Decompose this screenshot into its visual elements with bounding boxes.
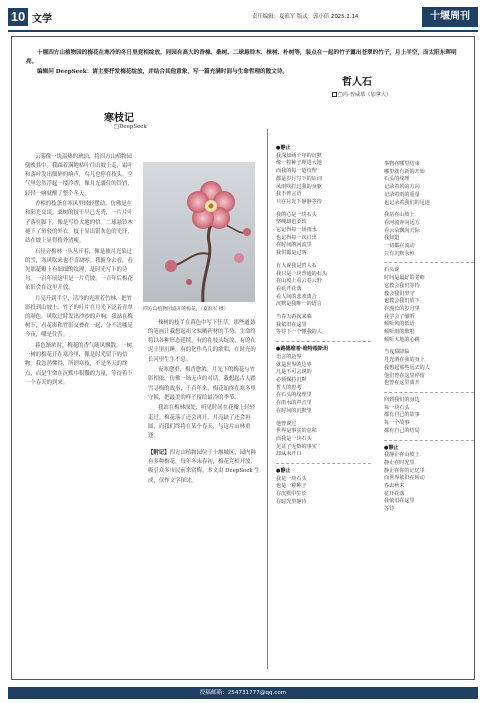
section-separator	[384, 262, 474, 263]
poem-line: 倾听风的低语	[384, 321, 415, 328]
poem-line: 都有自己的结局	[384, 427, 420, 434]
poem-line: 只在月光下静静等待	[276, 198, 322, 205]
poem-column-right	[384, 161, 474, 514]
poem-line: 一切都在流动	[384, 243, 415, 250]
poem-line: 我深知两千年的沉默	[276, 152, 322, 159]
poem-section-heading: ●路德维希·维特根斯坦	[276, 346, 329, 353]
poem-line: 他们曾在这里停留	[384, 372, 425, 379]
poem-line: 记录着风的方向	[384, 184, 420, 191]
article1-column-right	[148, 319, 260, 486]
section-title: 文学	[32, 14, 52, 25]
poem-line: 也是一粒种子	[276, 483, 307, 490]
poem-line: 都是岁月写下的证词	[276, 175, 322, 182]
poem-line: 风雨吹打过我的身躯	[276, 183, 322, 190]
poem-line: 在雨水的声音里	[276, 400, 312, 407]
byline-box-icon	[332, 92, 337, 97]
poem-line: 在时间的沉默里	[276, 407, 312, 414]
poem-line: 就是世界的边界	[276, 361, 312, 368]
poem-line: 事物在哪里结束	[384, 161, 420, 167]
poem-line: 每一块石头	[384, 404, 410, 411]
poem-line: 等待下一个懂我的人	[276, 329, 322, 336]
poem-line: 在石头的纹理里	[276, 392, 312, 399]
article-frame	[11, 36, 475, 680]
poem-line: 在时光里静待	[276, 498, 307, 505]
column-divider	[267, 129, 268, 669]
poem-line: 看云朵飘向天际	[384, 227, 420, 234]
poem-line: 在时间的河流里	[276, 242, 312, 249]
article1-column-left	[25, 153, 137, 389]
poem-line: 春去秋来	[384, 483, 405, 490]
poem-line: 却从未开口	[276, 451, 302, 458]
article2-author	[332, 91, 391, 98]
poem-line: 而世界依旧在转动	[384, 475, 425, 482]
poem-line: 必须保持沉默	[276, 376, 307, 383]
poem-line: 我们都是过客	[276, 250, 307, 257]
poem-line: 静止在时光里	[384, 459, 415, 466]
poem-line: 等待	[384, 506, 395, 513]
article1-paragraph: 梾树的枝丫在暮色中写下狂草，那些遒劲的笔画让我想起祖父晾晒药材的手势。生命终将以各种形态延续，有的在枝头绽放，有的在泥土里沉睡，有的化作鸟儿的歌唱，在时光的长河里生生不息。	[148, 320, 256, 363]
poem-line: 我学会了倾听	[384, 313, 415, 320]
poem-line: 我知道	[384, 235, 400, 242]
poem-line: 凡是不可言说的	[276, 369, 312, 376]
article1-author: □DeepSeek	[114, 124, 147, 130]
poem-line: 它教会我们等待	[384, 282, 420, 289]
poem-line: 也教会我们放下	[384, 298, 420, 305]
poem-line: 他曾说过	[276, 420, 297, 427]
poem-line: 我是一块石头	[276, 475, 307, 482]
poem-line: 教会我们坚守	[384, 290, 415, 297]
poem-line: 只有沉默永恒	[384, 250, 415, 257]
poem-line: 而我是一块石头	[276, 435, 312, 442]
submission-email: 投稿邮箱：254731777@qq.com	[199, 690, 287, 696]
poem-line: 也记录着我们的足迹	[384, 199, 430, 206]
poem-line: 像一粒种子埋进大地	[276, 160, 322, 167]
section-separator	[384, 440, 474, 441]
poem-line: 静止在你的记忆里	[384, 467, 425, 474]
article2-title: 哲人石	[342, 77, 372, 88]
poem-section-heading: ●静止	[384, 444, 399, 451]
article1-paragraph: 夜寒愈重，梅香愈浓。月光下的梅花与竹影相依，仿佛一场无声的对话。我想起古人踏雪寻梅的故事，千百年来，梅花始终在寒冬里守候，把最美的样子留给最冷的季节。	[148, 367, 256, 401]
note-text: 四方山植物园位于十堰城区，园内种有多种梅花，每年冬末春初，梅花竞相开放，吸引众多市民前来赏梅。本文由 DeepSeek 生成，仅作文学探讨。	[148, 450, 260, 484]
poem-line: 也曾在这里离开	[384, 380, 420, 387]
editor-intro	[26, 49, 458, 77]
poem-line: 有人说我是哲人石	[276, 262, 317, 269]
plum-blossom-photo	[143, 162, 255, 302]
poem-line: 我想起那些远去的人	[384, 364, 430, 371]
poem-line: 沉默是我唯一的语言	[276, 301, 322, 308]
article1-paragraph: 石径旁梅林一丛丛开着，像是被月光染过的雪，寒风吹来也不肯凋零。我俯身去看，看见那花瓣上有细细的纹理，是时光写下的诗句。一百年前这里是一片荒坡，一百年后梅花依旧会在这里开放。	[25, 248, 133, 292]
poem-line: 当夜幕降临	[384, 349, 410, 356]
poem-line: 坚硬却也柔软	[276, 219, 307, 226]
poem-line: 回到我们的身边	[384, 396, 420, 403]
note-label: 【附记】	[148, 450, 170, 457]
article1-paragraph: 暮色渐浓时，梅花的香气随风飘散。一树一树的梅花开在寒冷里，像是时光留下的信物。我忽然懂得，所谓寒枝，不是冬天的终点，而是生命在沉默中积攒的力量，等待着下一个春天的到来。	[25, 343, 133, 386]
article1-note	[148, 449, 260, 486]
poem-line: 月光洒在我的身上	[384, 357, 425, 364]
poem-line: 我静止在山坡上	[384, 452, 420, 459]
poem-line: 见证了无数的事实	[276, 443, 317, 450]
poem-line: 语言的边界	[276, 353, 302, 360]
poem-line: 我站在山坡上	[384, 212, 415, 219]
poem-line: 在漫长的岁月里	[384, 305, 420, 312]
poem-line: 哲人的思考	[276, 384, 302, 391]
poem-line: 在沉默中生长	[276, 491, 307, 498]
poem-line: 它记得每一场雨水	[276, 227, 317, 234]
poem-column-left	[276, 145, 371, 507]
poem-line: 看河流奔向远方	[384, 219, 420, 226]
poem-line: 世界是事实的总和	[276, 428, 317, 435]
article2-author-text: □玛·普威慕（加拿大）	[338, 92, 392, 98]
intro-paragraph: 十堰四方山植物园的梅花在寒冷的冬日里竞相绽放，同园有高大的香樟、桑树、二球悬铃木、梾树、朴树等，装点在一起的竹子露出苍翠的竹子，月上半空，而太阳东晖明亮。	[26, 50, 457, 66]
page-number: 10	[8, 8, 28, 26]
poem-line: 石头的纹理	[384, 176, 410, 183]
poem-line: 倾听大地的心跳	[384, 336, 420, 343]
poem-line: 我只是一块普通的石头	[276, 270, 327, 277]
editor-line: 责任编辑：夏淮军 版式：郭小倩 2025.2.14	[252, 14, 359, 20]
poem-line: 哪里就有新的开始	[384, 168, 425, 175]
article1-title: 寒枝记	[104, 113, 134, 124]
poem-section-heading: ●静止	[276, 145, 291, 151]
article1-paragraph: 云雾像一块温热的琥珀，将四方山植物园倒映其中。我踩着满地枯叶往山坡上走，霜叶和落叶发出细碎的响声，鸟儿也停在枝头。空气里忽然浮起一缕冷香，像月光裹住的铃铛，轻轻一响就醒了整个冬天。	[25, 154, 133, 197]
poem-line: 当春天再次来临	[276, 314, 312, 321]
poem-line: 我依旧在这里	[276, 321, 307, 328]
poem-line: 看人间的悲欢离合	[276, 293, 317, 300]
brand-logo: 十堰周刊	[422, 7, 478, 27]
poem-line: 花开花落	[384, 490, 405, 497]
intro-paragraph: 编辑问 DeepSeek：请主要抒发梅花绽放，并结合其他意象，写一篇充满时间与生命哲理的散文诗。	[37, 68, 289, 75]
poem-line: 我的心是一块石头	[276, 211, 317, 218]
page-footer	[8, 687, 478, 699]
poem-line: 都有自己的故事	[384, 412, 420, 419]
poem-line: 在山坡上看云卷云舒	[276, 278, 322, 285]
section-separator	[384, 392, 474, 393]
poem-section-heading: ●静止	[276, 468, 291, 475]
article1-paragraph: 月亮升到半空，清冷的光照着竹林，把竹影投到山坡上。竹子的叶片在月光下泛着青翠的颜色，风吹过时发出沙沙的声响。我站在梅树下，看花影和竹影交叠在一起，分不清哪是今夜，哪是往昔。	[25, 295, 133, 339]
poem-line: 倾听雨的歌唱	[384, 329, 415, 336]
article1-paragraph: 香樟的枝条在寒风里轻轻摆动，仿佛是在和阳光交谈。桑树的枝干早已光秃，一片片叶子落在脚下，像是写给大地的信。二球悬铃木褪下了斑驳的外衣，枝干显出银灰色的光泽，站在坡上显得格外清瘦。	[25, 201, 133, 244]
poem-line: 看花开花落	[276, 285, 302, 292]
header-rule	[8, 30, 478, 32]
poem-line: 石头说	[384, 267, 400, 274]
poem-line: 每一个故事	[384, 420, 410, 427]
poem-line: 也记得每一次日出	[276, 234, 317, 241]
poem-line: 我依旧在这里	[384, 498, 415, 505]
poem-line: 而我的每一道纹理	[276, 168, 317, 175]
section-separator	[276, 341, 371, 342]
poem-line: 我不曾言语	[276, 191, 302, 198]
page-header	[8, 6, 478, 28]
poem-line: 记录着雨的重量	[384, 191, 420, 198]
article1-paragraph: 我站在梅林深处，听见时间在花瓣上轻轻走过。梅花落了还会再开，月亮缺了还会再圆，而我们终将在某个春天，与这片山林重逢。	[148, 405, 256, 439]
section-separator	[276, 463, 371, 464]
poem-line: 时间是最好的老师	[384, 275, 425, 282]
photo-caption: 四方山植物园盛开的梅花。（夏淮军 摄）	[143, 307, 229, 312]
